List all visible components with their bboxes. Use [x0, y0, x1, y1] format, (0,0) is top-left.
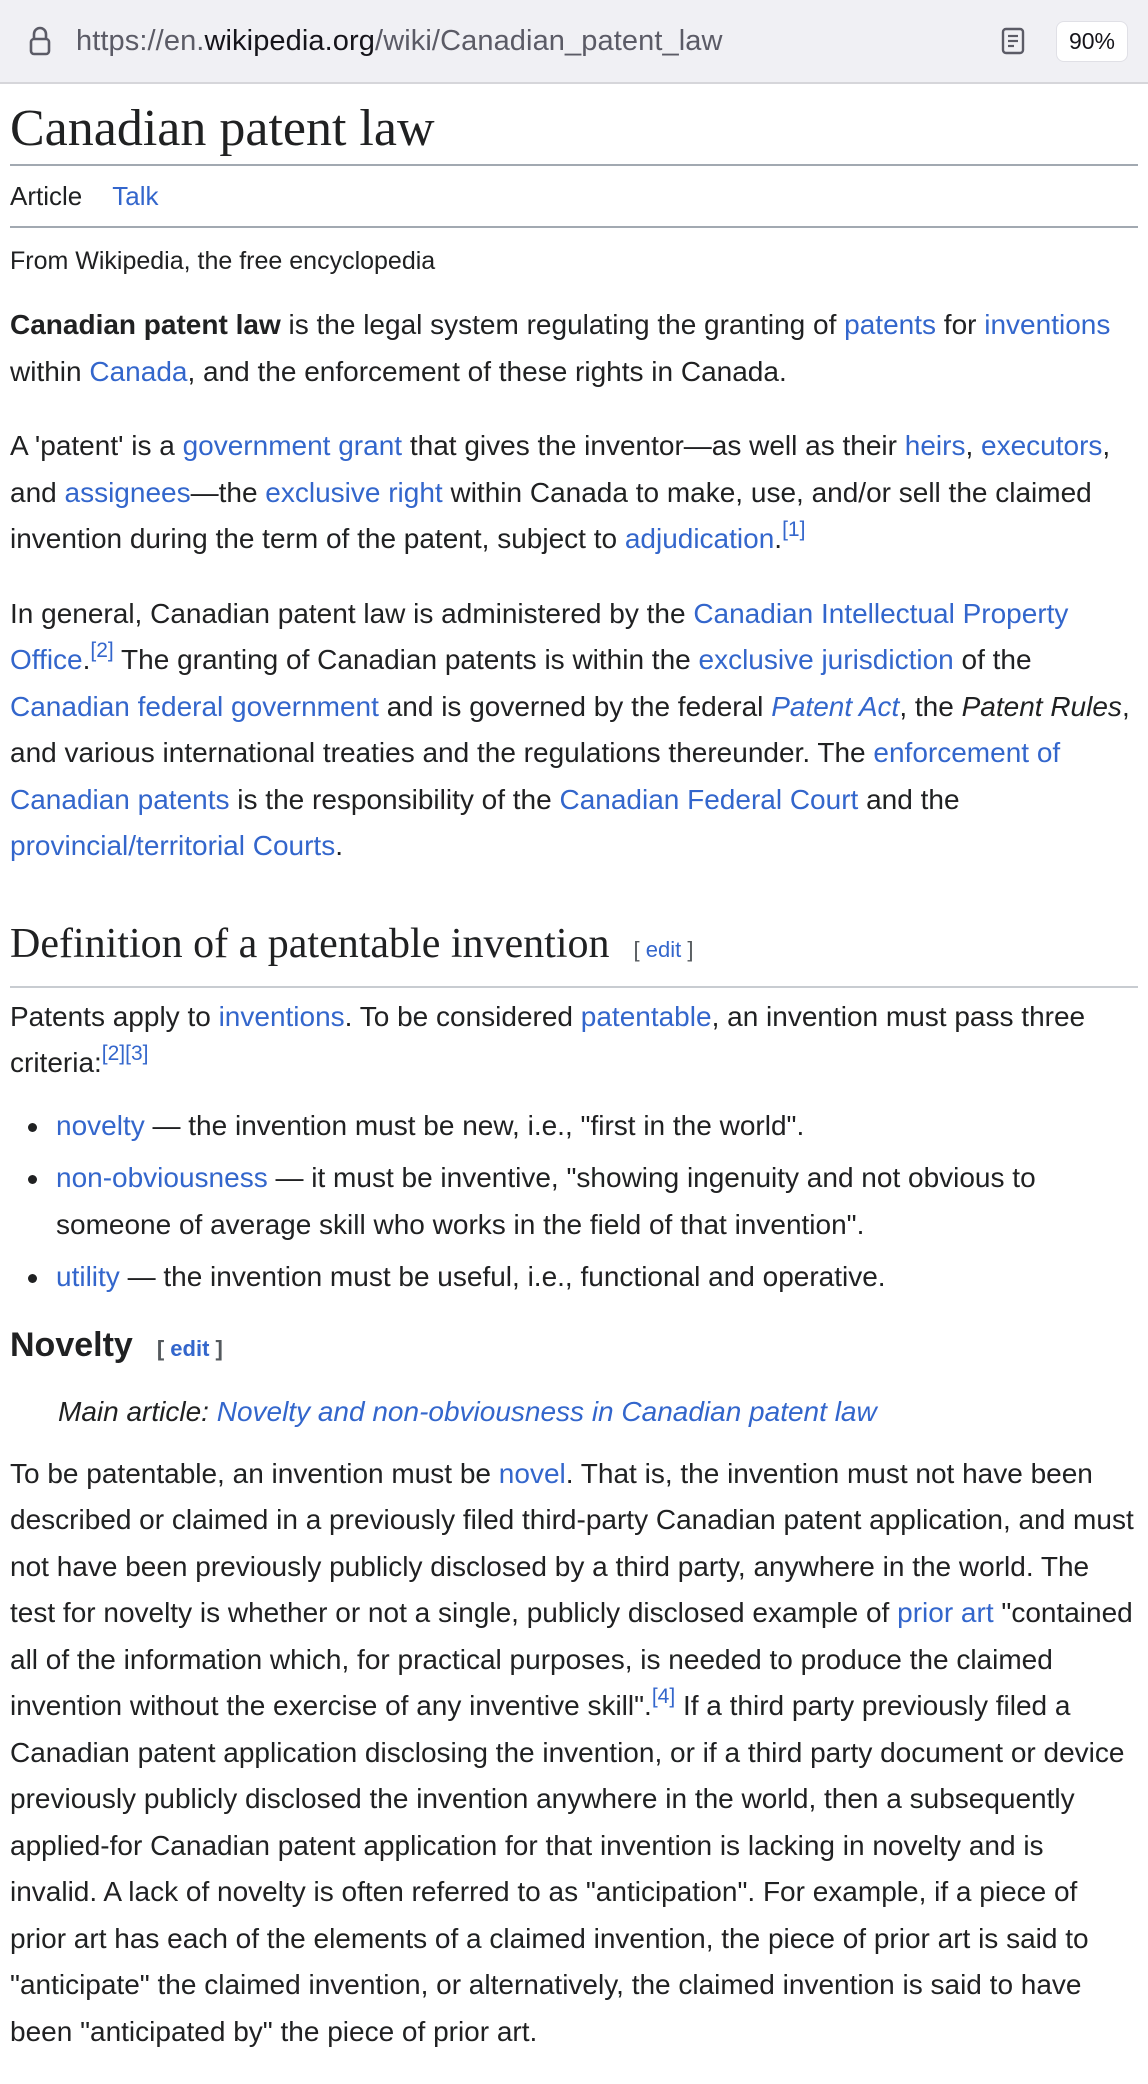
edit-link-novelty[interactable]: edit: [170, 1335, 210, 1361]
link-patents[interactable]: patents: [844, 309, 937, 340]
link-provincial-courts[interactable]: provincial/territorial Courts: [10, 830, 336, 861]
link-government-grant[interactable]: government grant: [182, 430, 403, 461]
text: . That is, the invention must not have been described or claimed in a previously filed third-party Canadian patent application, and must not have been previously publicly disclosed by a third party, anywhere in the world. The test for novelty is whether or not a single, publicly disclosed example of: [10, 1457, 1134, 1628]
text: "contained all of the information which, for practical purposes, is needed to produce the claimed invention without the exercise of any inventive skill".: [10, 1597, 1133, 1721]
reader-view-icon[interactable]: [996, 21, 1030, 61]
link-enforcement[interactable]: enforcement of Canadian patents: [10, 737, 1061, 815]
edit-link-definition[interactable]: edit: [645, 936, 682, 962]
text: , and: [10, 430, 1111, 508]
reference-2[interactable]: [2]: [90, 639, 114, 662]
link-utility[interactable]: utility: [56, 1261, 120, 1292]
text: — the invention must be useful, i.e., functional and operative.: [119, 1261, 886, 1292]
url-text[interactable]: [76, 25, 996, 58]
list-item: [10, 1254, 1138, 1301]
text: of the: [953, 644, 1032, 675]
text: is the responsibility of the: [229, 783, 560, 815]
intro-paragraph-2: [10, 423, 1138, 563]
link-adjudication[interactable]: adjudication: [624, 523, 775, 554]
link-federal-court[interactable]: Canadian Federal Court: [559, 783, 859, 815]
text: .: [335, 830, 343, 861]
text: within Canada to make, use, and/or sell the claimed invention during the term of the patent, subject to: [10, 476, 1092, 554]
text: , and the enforcement of these rights in Canada.: [187, 355, 787, 387]
tab-talk[interactable]: Talk: [112, 180, 159, 211]
text: The granting of Canadian patents is within the: [113, 644, 699, 675]
article-tabs: [10, 166, 1138, 228]
text: , and various international treaties and the regulations thereunder. The: [10, 690, 1130, 768]
list-item: [10, 1155, 1138, 1248]
link-novelty[interactable]: novelty: [56, 1109, 145, 1141]
text: Main article:: [58, 1395, 217, 1427]
text: ,: [965, 430, 982, 461]
text: .: [82, 644, 91, 675]
url-prefix: https://en.: [76, 24, 205, 57]
text: that gives the inventor—as well as their: [402, 430, 905, 461]
link-inventions[interactable]: inventions: [984, 309, 1111, 340]
zoom-level-button[interactable]: 90%: [1056, 21, 1128, 62]
novelty-paragraph: [10, 1451, 1138, 2056]
intro-paragraph-1: [10, 302, 1138, 395]
site-subtitle: From Wikipedia, the free encyclopedia: [10, 247, 436, 275]
link-patent-act[interactable]: Patent Act: [771, 690, 900, 722]
link-novel[interactable]: novel: [498, 1457, 566, 1489]
article-content: [0, 84, 1148, 2055]
lead-term: Canadian patent law: [10, 309, 281, 340]
link-heirs[interactable]: heirs: [904, 430, 966, 461]
text: To be patentable, an invention must be: [10, 1457, 499, 1489]
text: . To be considered: [344, 1000, 581, 1032]
url-host: wikipedia.org: [204, 24, 376, 57]
reference-2b[interactable]: [2]: [101, 1042, 126, 1065]
edit-section: [157, 1327, 223, 1371]
section-heading-definition: [10, 918, 1138, 988]
tab-article[interactable]: Article: [10, 180, 83, 211]
main-article-hatnote: [10, 1389, 1138, 1435]
text: .: [774, 523, 783, 554]
link-main-article[interactable]: Novelty and non-obviousness in Canadian patent law: [216, 1395, 877, 1427]
subsection-heading-novelty: [10, 1323, 1138, 1371]
text: A 'patent' is a: [10, 430, 183, 461]
text: , the: [899, 690, 962, 722]
link-prior-art[interactable]: prior art: [897, 1597, 994, 1628]
link-non-obviousness[interactable]: non-obviousness: [56, 1162, 268, 1193]
reference-4[interactable]: [4]: [651, 1685, 676, 1708]
text: In general, Canadian patent law is administered by the: [10, 597, 694, 629]
text: Patents apply to: [10, 1000, 219, 1032]
lock-icon[interactable]: [24, 21, 56, 61]
criteria-list: [10, 1103, 1138, 1301]
link-canada[interactable]: Canada: [89, 355, 188, 387]
link-cipo[interactable]: Canadian Intellectual Property Office: [10, 597, 1069, 675]
text: for: [936, 309, 985, 340]
intro-paragraph-3: [10, 591, 1138, 870]
subsection-title: Novelty: [10, 1325, 133, 1364]
section-title: Definition of a patentable invention: [10, 920, 610, 967]
link-patentable[interactable]: patentable: [580, 1000, 712, 1032]
text: and the: [858, 783, 960, 815]
link-federal-government[interactable]: Canadian federal government: [10, 690, 379, 722]
reference-1[interactable]: [1]: [782, 518, 806, 541]
link-exclusive-jurisdiction[interactable]: exclusive jurisdiction: [698, 644, 954, 675]
definition-paragraph: [10, 994, 1138, 1087]
link-exclusive-right[interactable]: exclusive right: [265, 476, 443, 508]
text: —the: [190, 476, 266, 508]
page-title: Canadian patent law: [10, 84, 1138, 166]
text: is the legal system regulating the granting of: [280, 309, 845, 340]
url-path: /wiki/Canadian_patent_law: [375, 24, 723, 57]
text: within: [10, 355, 90, 387]
text: — the invention must be new, i.e., "first in the world".: [144, 1109, 805, 1141]
url-bar[interactable]: [0, 0, 1148, 84]
text: and is governed by the federal: [378, 690, 772, 722]
link-executors[interactable]: executors: [981, 430, 1103, 461]
link-inventions-2[interactable]: inventions: [218, 1000, 345, 1032]
text: If a third party previously filed a Canadian patent application disclosing the invention, or if a third party document or device previously publicly disclosed the invention anywhere in the world, then a subsequently applied-for Canadian patent application for that invention is lacking in novelty and is invalid. A lack of novelty is often referred to as "anticipation". For example, if a piece of prior art has each of the elements of a claimed invention, the piece of prior art is said to "anticipate" the claimed invention, or alternatively, the claimed invention is said to have been "anticipated by" the piece of prior art.: [10, 1690, 1125, 2047]
text: , an invention must pass three criteria:: [10, 1000, 1086, 1078]
bracket: [: [156, 1335, 171, 1361]
bracket: ]: [681, 936, 694, 962]
list-item: [10, 1103, 1138, 1150]
bracket: [: [633, 936, 646, 962]
reference-3[interactable]: [3]: [125, 1042, 149, 1065]
edit-section: [633, 924, 693, 976]
text: — it must be inventive, "showing ingenuity and not obvious to someone of average skill who works in the field of that invention".: [56, 1162, 1036, 1240]
bracket: ]: [209, 1335, 223, 1361]
link-assignees[interactable]: assignees: [64, 476, 191, 508]
patent-rules-text: Patent Rules: [961, 690, 1122, 722]
